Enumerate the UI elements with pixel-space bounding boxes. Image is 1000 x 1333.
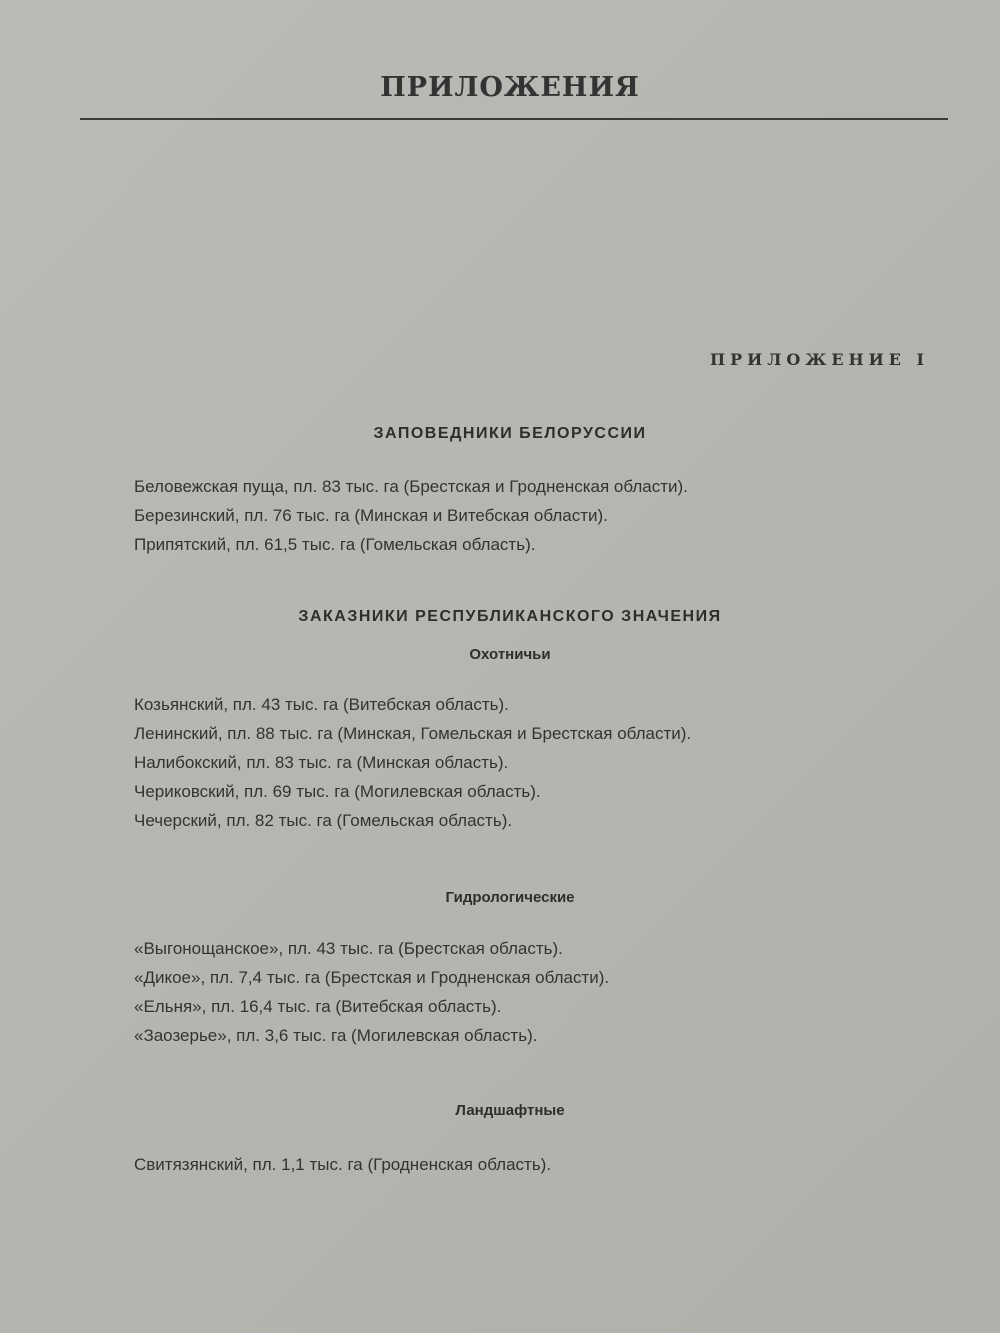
list-item: Чериковский, пл. 69 тыс. га (Могилевская область). — [134, 782, 541, 801]
list-item: Беловежская пуща, пл. 83 тыс. га (Брестская и Гродненская области). — [134, 477, 688, 496]
hydrological-list — [134, 934, 954, 1050]
page-header-title: ПРИЛОЖЕНИЯ — [380, 72, 640, 103]
list-item: Свитязянский, пл. 1,1 тыс. га (Гродненская область). — [134, 1155, 552, 1174]
list-item: «Ельня», пл. 16,4 тыс. га (Витебская область). — [134, 997, 502, 1016]
appendix-label: ПРИЛОЖЕНИЕ I — [710, 350, 930, 369]
hunting-list — [134, 690, 954, 835]
list-item: Березинский, пл. 76 тыс. га (Минская и Витебская области). — [134, 506, 608, 525]
list-item: Козьянский, пл. 43 тыс. га (Витебская область). — [134, 695, 509, 714]
list-item: «Выгонощанское», пл. 43 тыс. га (Брестская область). — [134, 939, 563, 958]
sanctuaries-section-title: ЗАКАЗНИКИ РЕСПУБЛИКАНСКОГО ЗНАЧЕНИЯ — [298, 608, 722, 625]
list-item: Припятский, пл. 61,5 тыс. га (Гомельская область). — [134, 535, 536, 554]
landscape-subtitle: Ландшафтные — [455, 1102, 565, 1119]
list-item: «Дикое», пл. 7,4 тыс. га (Брестская и Гродненская области). — [134, 968, 610, 987]
landscape-list — [134, 1150, 954, 1179]
hydrological-subtitle: Гидрологические — [445, 889, 575, 906]
list-item: «Заозерье», пл. 3,6 тыс. га (Могилевская область). — [134, 1026, 538, 1045]
reserves-list — [134, 472, 954, 559]
hunting-subtitle: Охотничьи — [469, 646, 551, 663]
list-item: Чечерский, пл. 82 тыс. га (Гомельская область). — [134, 811, 513, 830]
list-item: Налибокский, пл. 83 тыс. га (Минская область). — [134, 753, 509, 772]
header-rule — [80, 118, 948, 120]
reserves-section-title: ЗАПОВЕДНИКИ БЕЛОРУССИИ — [373, 425, 647, 442]
list-item: Ленинский, пл. 88 тыс. га (Минская, Гомельская и Брестская области). — [134, 724, 692, 743]
